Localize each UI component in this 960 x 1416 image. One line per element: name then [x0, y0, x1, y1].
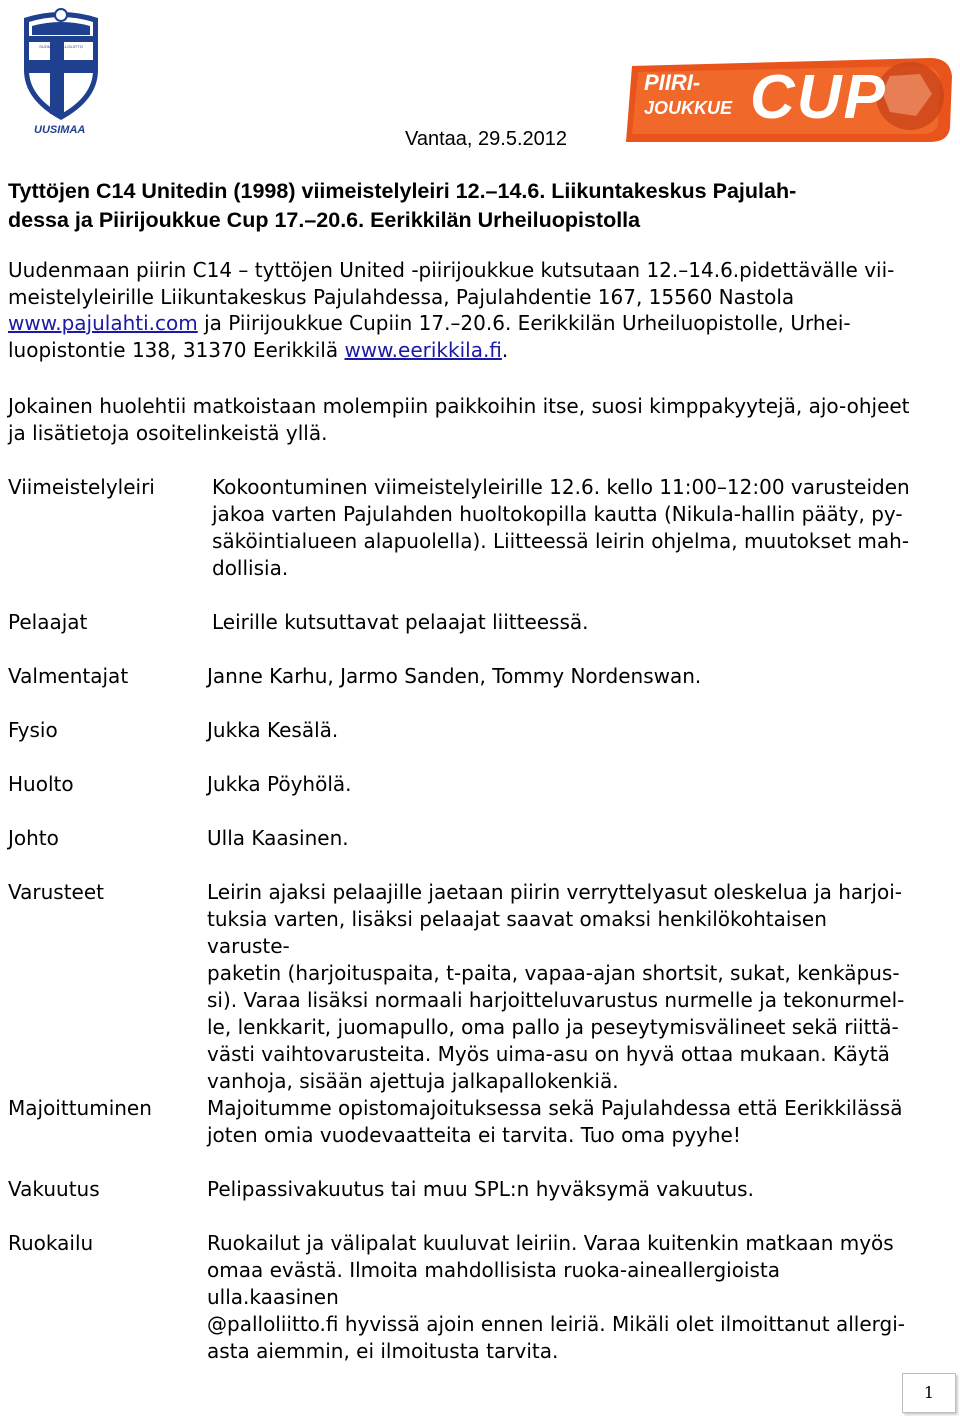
value-johto: [207, 825, 907, 852]
value-ruokailu: [207, 1230, 907, 1365]
cup-logo-line1: PIIRI-: [644, 70, 701, 95]
palloliitto-uusimaa-logo: [16, 8, 106, 138]
value-line: dollisia.: [212, 556, 289, 580]
value-line: Leirin ajaksi pelaajille jaetaan piirin verryttelyasut oleskelua ja harjoi-: [207, 880, 902, 904]
value-line: joten omia vuodevaatteita ei tarvita. Tuo oma pyyhe!: [207, 1123, 741, 1147]
pajulahti-link[interactable]: www.pajulahti.com: [8, 311, 198, 335]
value-line: omaa evästä. Ilmoita mahdollisista ruoka-aineallergioista ulla.kaasinen: [207, 1258, 781, 1309]
value-line: västi vaihtovarusteita. Myös uima-asu on hyvä ottaa mukaan. Käytä: [207, 1042, 890, 1066]
intro-line: meistelyleirille Liikuntakeskus Pajulahdessa, Pajulahdentie 167, 15560 Nastola: [8, 284, 795, 309]
value-line: Ulla Kaasinen.: [207, 826, 349, 850]
page-title: [8, 177, 928, 235]
label-valmentajat: Valmentajat: [8, 664, 129, 688]
letter-date: Vantaa, 29.5.2012: [405, 128, 567, 150]
label-ruokailu: Ruokailu: [8, 1231, 94, 1255]
intro-text: ja Piirijoukkue Cupiin 17.–20.6. Eerikkilän Urheiluopistolle, Urhei-: [197, 311, 851, 335]
value-huolto: [207, 771, 907, 798]
intro-paragraph: [8, 257, 928, 363]
value-line: paketin (harjoituspaita, t-paita, vapaa-ajan shortsit, sukat, kenkäpus-: [207, 961, 900, 985]
value-varusteet: [207, 879, 907, 1095]
label-viimeistelyleiri: Viimeistelyleiri: [8, 475, 155, 499]
intro-line: [8, 310, 928, 337]
value-line: Leirille kutsuttavat pelaajat liitteessä.: [212, 610, 589, 634]
value-line: asta aiemmin, ei ilmoitusta tarvita.: [207, 1339, 559, 1363]
label-johto: Johto: [8, 826, 59, 850]
value-valmentajat: [207, 663, 907, 690]
value-line: @palloliitto.fi hyvissä ajoin ennen leiriä. Mikäli olet ilmoittanut allergi-: [207, 1312, 905, 1336]
intro-line: [8, 337, 928, 364]
intro-text: luopistontie 138, 31370 Eerikkilä: [8, 337, 345, 362]
value-vakuutus: [207, 1176, 907, 1203]
value-line: vanhoja, sisään ajettuja jalkapallokenkiä.: [207, 1069, 619, 1093]
title-line: dessa ja Piirijoukkue Cup 17.–20.6. Eerikkilän Urheiluopistolla: [8, 208, 641, 232]
travel-line: Jokainen huolehtii matkoistaan molempiin paikkoihin itse, suosi kimppakyytejä, ajo-ohjeet: [8, 394, 910, 418]
eerikkila-link[interactable]: www.eerikkila.fi: [344, 337, 502, 362]
value-fysio: [207, 717, 907, 744]
value-line: Majoitumme opistomajoituksessa sekä Pajulahdessa että Eerikkilässä: [207, 1096, 903, 1120]
value-line: Jukka Kesälä.: [207, 718, 339, 742]
intro-text: .: [501, 337, 509, 362]
value-line: Ruokailut ja välipalat kuuluvat leiriin. Varaa kuitenkin matkaan myös: [207, 1231, 894, 1255]
value-viimeistelyleiri: [212, 474, 912, 582]
value-line: Pelipassivakuutus tai muu SPL:n hyväksymä vakuutus.: [207, 1177, 754, 1201]
cup-logo-line2: JOUKKUE: [644, 98, 733, 118]
travel-line: ja lisätietoja osoitelinkeistä yllä.: [8, 420, 328, 445]
intro-line: Uudenmaan piirin C14 – tyttöjen United -piirijoukkue kutsutaan 12.–14.6.pidettävälle vii-: [8, 258, 895, 282]
page-number: 1: [902, 1373, 956, 1413]
value-line: jakoa varten Pajulahden huoltokopilla kautta (Nikula-hallin pääty, py-: [212, 502, 903, 526]
value-line: säköintialueen alapuolella). Liitteessä leirin ohjelma, muutokset mah-: [212, 529, 910, 553]
logo-org-text: SUOMEN PALLOLIITTO: [39, 44, 83, 49]
value-line: tuksia varten, lisäksi pelaajat saavat omaksi henkilökohtaisen varuste-: [207, 907, 827, 958]
value-line: Jukka Pöyhölä.: [207, 772, 352, 796]
cup-logo-word: CUP: [750, 63, 887, 132]
value-line: le, lenkkarit, juomapullo, oma pallo ja peseytymisvälineet sekä riittä-: [207, 1015, 899, 1039]
logo-region-text: UUSIMAA: [34, 124, 86, 136]
value-majoittuminen: [207, 1095, 907, 1149]
title-line: Tyttöjen C14 Unitedin (1998) viimeistelyleiri 12.–14.6. Liikuntakeskus Pajulah-: [8, 179, 797, 203]
label-varusteet: Varusteet: [8, 880, 104, 904]
shield-icon: [16, 8, 106, 138]
travel-paragraph: [8, 393, 928, 446]
label-majoittuminen: Majoittuminen: [8, 1096, 152, 1120]
piirijoukkue-cup-logo: [620, 56, 956, 148]
label-fysio: Fysio: [8, 718, 58, 742]
label-vakuutus: Vakuutus: [8, 1177, 100, 1201]
label-huolto: Huolto: [8, 772, 74, 796]
value-line: Janne Karhu, Jarmo Sanden, Tommy Nordenswan.: [207, 664, 702, 688]
value-pelaajat: [212, 609, 912, 636]
value-line: Kokoontuminen viimeistelyleirille 12.6. kello 11:00–12:00 varusteiden: [212, 475, 910, 499]
value-line: si). Varaa lisäksi normaali harjoitteluvarustus nurmelle ja tekonurmel-: [207, 988, 905, 1012]
label-pelaajat: Pelaajat: [8, 610, 88, 634]
